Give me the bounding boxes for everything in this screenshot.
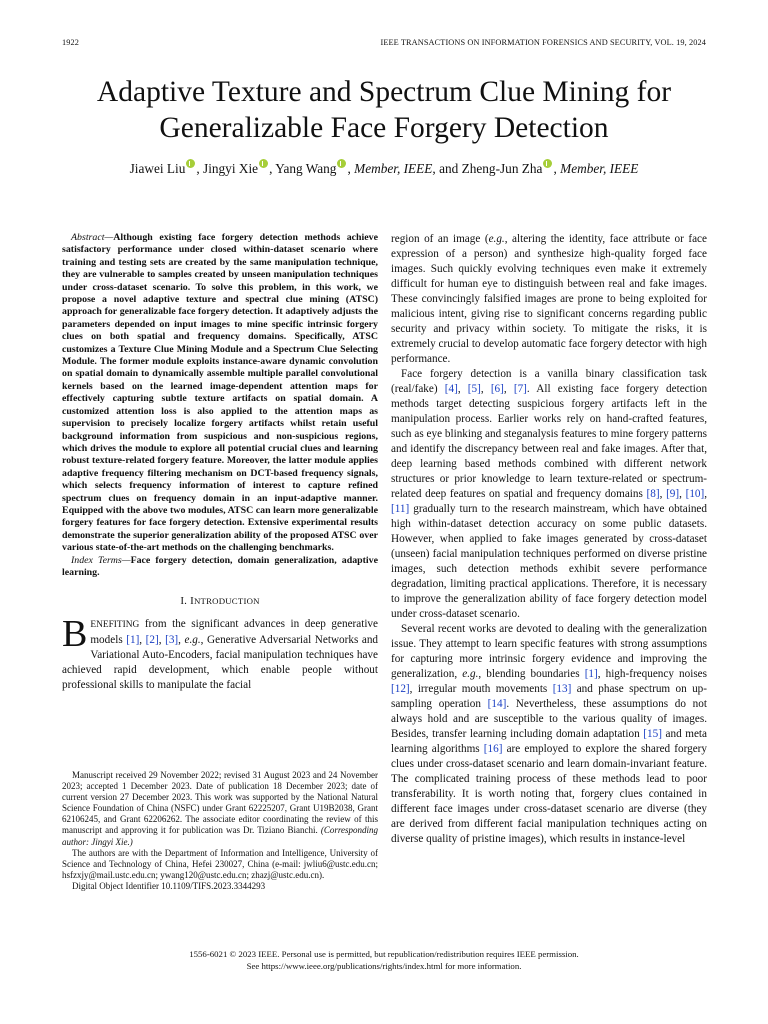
abstract-text: Although existing face forgery detection methods achieve satisfactory performance under closed within-dataset scenario where training and testing sets are created by the same manipulation technique, they are vulnerable to samples created by unseen manipulation techniques under cross-dataset scenario. To solve this problem, in this work, we propose a novel adaptive texture and spectral clue mining (ATSC) approach for generalizable face forgery detection. It adaptively adjusts the parameters depended on input images to mine specific intrinsic forgery clues on both spatial and frequency domains. Specifically, ATSC customizes a Texture Clue Mining Module and a Spectrum Clue Selecting Module. The former module exploits instance-aware dynamic convolution on spatial domain to dynamically assemble multiple parallel convolutional kernels based on the learned image-dependent attention maps for effectively capturing subtle texture artifacts on spatial domain. A customized attention loss is also applied to the attention maps as supervision to precisely localize forgery artifacts whilst retain useful background information from suspicious and non-suspicious regions, which drives the module to explore all potential crucial clues and learning robust texture-related forgery feature. Moreover, the latter module applies adaptive frequency filtering mechanism on DCT-based frequency signals, which selects frequency information of interest to capture refined spectrum clues on frequency domain in an input-adaptive manner. Equipped with the above two modules, ATSC can learn more generalizable forgery features for face forgery detection. Extensive experimental results demonstrate the superior generalization ability of the proposed ATSC over various state-of-the-art methods on the challenging benchmarks.: [62, 232, 378, 554]
citation-link[interactable]: [8]: [646, 488, 660, 500]
citation-link[interactable]: [1]: [126, 634, 140, 647]
index-terms-text: Face forgery detection, domain generalization, adaptive learning.: [62, 554, 379, 578]
copyright-footer: [60, 949, 708, 972]
left-column: [62, 232, 378, 693]
citation-link[interactable]: [12]: [391, 683, 410, 695]
citation-link[interactable]: [4]: [444, 383, 458, 395]
author-name: Jingyi Xie: [203, 161, 259, 176]
member-label: Member, IEEE: [354, 161, 433, 176]
member-label: Member, IEEE: [560, 161, 639, 176]
orcid-icon[interactable]: [337, 159, 346, 168]
citation-link[interactable]: [2]: [145, 634, 159, 647]
citation-link[interactable]: [14]: [487, 698, 507, 710]
and-word: and: [439, 161, 459, 176]
orcid-icon[interactable]: [259, 159, 268, 168]
citation-link[interactable]: [10]: [685, 488, 705, 500]
rights-link-line: See https://www.ieee.org/publications/rights/index.html for more information.: [246, 960, 522, 971]
running-header: [62, 38, 706, 50]
abstract-label: Abstract—: [71, 232, 114, 243]
right-column: [391, 232, 707, 847]
title-line-1: Adaptive Texture and Spectrum Clue Mining for: [96, 76, 672, 108]
author-name: Zheng-Jun Zha: [461, 161, 543, 176]
citation-link[interactable]: [5]: [467, 383, 481, 395]
citation-link[interactable]: [9]: [666, 488, 680, 500]
orcid-icon[interactable]: [186, 159, 195, 168]
citation-link[interactable]: [6]: [490, 383, 504, 395]
citation-link[interactable]: [11]: [391, 503, 410, 515]
body-paragraph: Face forgery detection is a vanilla binary classification task (real/fake) [4], [5], [6], [7]. All existing face forgery detection methods target detecting suspicious forgery artifacts left in the manipulation process. Earlier works rely on hand-crafted features, such as eye blinking and steganalysis features to mine forgery patterns and identify the discrepancy between real and fake images. After that, deep learning based methods combined with different network structures or prior knowledge to learn texture-related or spectrum-related deep features on spatial and frequency domains [8], [9], [10], [11] gradually turn to the research mainstream, which have obtained high within-dataset detection accuracy on some public datasets. However, when applied to fake images generated by cross-dataset (unseen) facial manipulation techniques performed on diverse pristine images, such detection methods exhibit severe performance degradation, limiting practical applications. Therefore, it is necessary to improve the generalization ability of face forgery detection model under cross-dataset scenario.: [391, 368, 708, 620]
footnote: [62, 770, 378, 892]
page-number: 1922: [62, 38, 79, 47]
author-list: Jiawei Liu , Jingyi Xie , Yang Wang , Member, IEEE, and Zheng-Jun Zha , Member, IEEE: [129, 161, 639, 176]
corresponding-author: (Corresponding author: Jingyi Xie.): [62, 825, 379, 847]
journal-name: IEEE TRANSACTIONS ON INFORMATION FORENSICS AND SECURITY, VOL. 19, 2024: [380, 38, 706, 47]
footnote-doi: Digital Object Identifier 10.1109/TIFS.2023.3344293: [72, 880, 266, 891]
body-paragraph: Several recent works are devoted to dealing with the generalization issue. They attempt to learn specific features with strong assumptions for capturing more intrinsic forgery evidence and improving the generalization, e.g., blending boundaries [1], high-frequency noises [12], irregular mouth movements [13] and phase spectrum on up-sampling operation [14]. Nevertheless, these assumptions do not always hold and are susceptible to the various quality of images. Besides, transfer learning including domain adaptation [15] and meta learning algorithms [16] are employed to explore the shared forgery clues under cross-dataset scenario and learn domain-invariant feature. The complicated training process of these methods lead to poor transferability. It is worth noting that, forgery clues contained in different face images under cross-dataset scenario are diverse (they are derived from different facial manipulation techniques acting on diverse quality of pristine images), which results in instance-level: [391, 623, 708, 845]
citation-link[interactable]: [15]: [643, 728, 662, 740]
title-line-2: Generalizable Face Forgery Detection: [159, 112, 609, 144]
copyright-line: 1556-6021 © 2023 IEEE. Personal use is permitted, but republication/redistribution requires IEEE permission.: [189, 949, 579, 959]
section-heading-introduction: I. INTRODUCTION: [180, 595, 260, 608]
orcid-icon[interactable]: [543, 159, 552, 168]
paper-title: [40, 74, 728, 146]
footnote-affiliation: The authors are with the Department of Information and Intelligence, University of Science and Technology of China, Hefei 230027, China (e-mail: jwliu6@ustc.edu.cn; hsfzxjy@mail.ustc.edu.cn; ywang120@ustc.edu.cn; zhazj@ustc.edu.cn).: [62, 847, 378, 880]
citation-link[interactable]: [1]: [584, 668, 598, 680]
drop-cap: B: [62, 613, 88, 656]
intro-paragraph: BENEFITING from the significant advances in deep generative models [1], [2], [3], e.g., Generative Adversarial Networks and Variational Auto-Encoders, facial manipulation techniques have achieved rapid development, which enable people without professional skills to manipulate the facial: [62, 613, 379, 692]
abstract: [62, 232, 378, 579]
citation-link[interactable]: [3]: [165, 634, 179, 647]
footnote-manuscript: Manuscript received 29 November 2022; revised 31 August 2023 and 24 November 2023; accepted 1 December 2023. Date of publication 18 December 2023; date of current version 27 December 2023. This work was supported by the National Natural Science Foundation of China (NSFC) under Grant 62225207, Grant U19B2038, Grant 62106245, and Grant 62206262. The associate editor coordinating the review of this manuscript and approving it for publication was Dr. Tiziano Bianchi.: [62, 770, 378, 836]
citation-link[interactable]: [13]: [552, 683, 572, 695]
citation-link[interactable]: [7]: [513, 383, 527, 395]
body-paragraph: region of an image (e.g., altering the identity, face attribute or face expression of a person) and synthesize high-quality forged face images. Such quickly evolving techniques even make it extremely difficult for human eye to distinguish between real and fake images. These convincingly falsified images are prone to being exploited for malicious intent, giving rise to significant concerns regarding public security and privacy within society. To mitigate the risks, it is extremely crucial to develop automatic face forgery detector with high performance.: [391, 233, 707, 365]
citation-link[interactable]: [16]: [483, 743, 503, 755]
author-name: Yang Wang: [275, 161, 337, 176]
index-terms-label: Index Terms—: [71, 554, 131, 566]
author-name: Jiawei Liu: [129, 161, 186, 176]
